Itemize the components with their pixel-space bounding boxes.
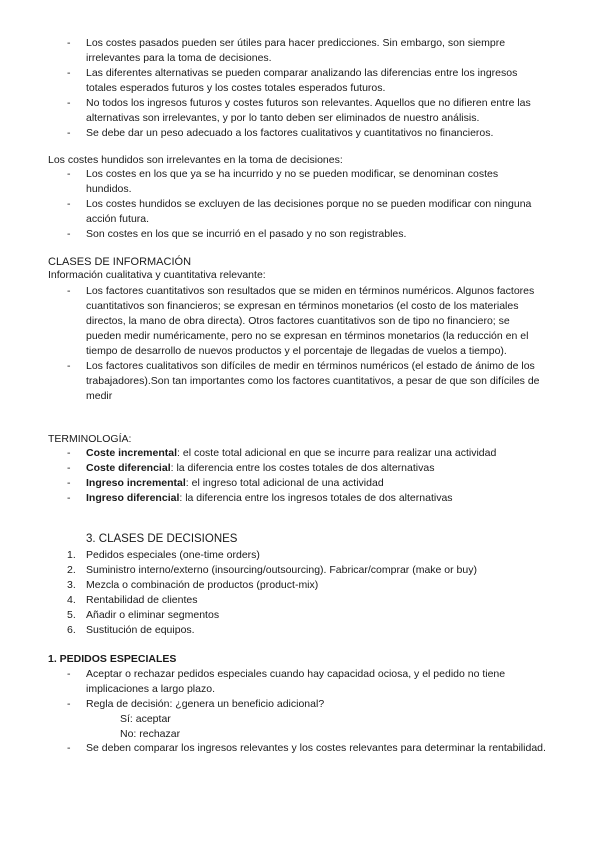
bullet-marker: - — [67, 97, 71, 109]
intro-bullet-list — [0, 36, 546, 141]
item-text: Sustitución de equipos. — [86, 624, 195, 636]
list-item — [0, 667, 546, 697]
list-item — [0, 697, 546, 712]
bullet-marker: - — [67, 477, 71, 489]
bullet-marker: - — [67, 228, 71, 240]
list-item — [0, 227, 546, 242]
list-item — [0, 167, 546, 197]
item-text: Suministro interno/externo (insourcing/outsourcing). Fabricar/comprar (make or buy) — [86, 564, 477, 576]
item-number: 4. — [67, 594, 76, 606]
info-heading: CLASES DE INFORMACIÓN — [48, 256, 192, 268]
bullet-marker: - — [67, 698, 71, 710]
list-item — [0, 548, 477, 563]
decision-rule-no: No: rechazar — [120, 728, 181, 740]
item-number: 3. — [67, 579, 76, 591]
item-number: 6. — [67, 624, 76, 636]
bullet-text: Se debe dar un peso adecuado a los factores cualitativos y cuantitativos no financieros. — [86, 127, 494, 139]
bullet-marker: - — [67, 742, 71, 754]
bullet-text: Los costes pasados pueden ser útiles para hacer predicciones. Sin embargo, son siempre irrelevantes para la toma de decisiones. — [86, 37, 506, 64]
decisions-list — [0, 548, 477, 638]
special-orders-list-cont — [0, 741, 546, 756]
term: Coste diferencial — [86, 462, 171, 474]
item-number: 5. — [67, 609, 76, 621]
sunk-costs-title: Los costes hundidos son irrelevantes en la toma de decisiones: — [48, 154, 343, 166]
list-item — [0, 491, 546, 506]
list-item — [0, 608, 477, 623]
list-item — [0, 96, 546, 126]
info-subheading: Información cualitativa y cuantitativa relevante: — [48, 269, 266, 281]
info-bullet-list — [0, 284, 546, 404]
terminology-list — [0, 446, 546, 506]
list-item — [0, 66, 546, 96]
term: Coste incremental — [86, 447, 178, 459]
bullet-marker: - — [67, 198, 71, 210]
item-text: Añadir o eliminar segmentos — [86, 609, 220, 621]
bullet-marker: - — [67, 462, 71, 474]
bullet-marker: - — [67, 67, 71, 79]
list-item — [0, 446, 546, 461]
bullet-marker: - — [67, 668, 71, 680]
bullet-text: Aceptar o rechazar pedidos especiales cuando hay capacidad ociosa, y el pedido no tiene implicaciones a largo plazo. — [86, 668, 506, 695]
item-text: Rentabilidad de clientes — [86, 594, 198, 606]
terminology-heading: TERMINOLOGÍA: — [48, 433, 132, 445]
list-item — [0, 563, 477, 578]
list-item — [0, 359, 546, 404]
bullet-text: Son costes en los que se incurrió en el pasado y no son registrables. — [86, 228, 407, 240]
bullet-text: Se deben comparar los ingresos relevantes y los costes relevantes para determinar la rentabilidad. — [86, 742, 546, 754]
bullet-text: Las diferentes alternativas se pueden comparar analizando las diferencias entre los ingresos totales esperados futuros y los costes totales esperados futuros. — [86, 67, 518, 94]
bullet-text: Los factores cuantitativos son resultados que se miden en términos numéricos. Algunos factores cuantitativos son financieros; se expresan en términos monetarios (el costo de los materiales directos, la mano de obra directa). Otros factores cuantitativos son de tipo no financiero; se pueden medir numéricamente, pero no se expresan en términos monetarios (la reducción en el tiempo de desarrollo de nuevos productos y el porcentaje de llegadas de vuelos a tiempo). — [86, 285, 535, 357]
bullet-marker: - — [67, 127, 71, 139]
term-definition: : la diferencia entre los ingresos totales de dos alternativas — [179, 492, 453, 504]
list-item — [0, 461, 546, 476]
list-item — [0, 593, 477, 608]
bullet-marker: - — [67, 492, 71, 504]
item-number: 1. — [67, 549, 76, 561]
item-number: 2. — [67, 564, 76, 576]
term: Ingreso diferencial — [86, 492, 180, 504]
bullet-text: Regla de decisión: ¿genera un beneficio adicional? — [86, 698, 325, 710]
list-item — [0, 476, 546, 491]
list-item — [0, 284, 546, 359]
term-definition: : el ingreso total adicional de una actividad — [185, 477, 384, 489]
list-item — [0, 623, 477, 638]
item-text: Pedidos especiales (one-time orders) — [86, 549, 260, 561]
list-item — [0, 197, 546, 227]
bullet-marker: - — [67, 447, 71, 459]
bullet-marker: - — [67, 285, 71, 297]
term-definition: : el coste total adicional en que se incurre para realizar una actividad — [177, 447, 497, 459]
special-orders-list — [0, 667, 546, 712]
bullet-marker: - — [67, 37, 71, 49]
item-text: Mezcla o combinación de productos (product-mix) — [86, 579, 319, 591]
list-item — [0, 126, 546, 141]
bullet-marker: - — [67, 168, 71, 180]
bullet-text: No todos los ingresos futuros y costes futuros son relevantes. Aquellos que no difieren entre las alternativas son irrelevantes, y por lo tanto deben ser eliminados de nuestro análisis. — [86, 97, 531, 124]
list-item — [0, 741, 546, 756]
bullet-text: Los costes hundidos se excluyen de las decisiones porque no se pueden modificar con ninguna acción futura. — [86, 198, 532, 225]
list-item — [0, 578, 477, 593]
decision-rule-yes: Sí: aceptar — [120, 713, 171, 725]
term: Ingreso incremental — [86, 477, 186, 489]
bullet-marker: - — [67, 360, 71, 372]
term-definition: : la diferencia entre los costes totales de dos alternativas — [170, 462, 435, 474]
bullet-text: Los costes en los que ya se ha incurrido y no se pueden modificar, se denominan costes hundidos. — [86, 168, 499, 195]
special-orders-heading: 1. PEDIDOS ESPECIALES — [48, 653, 177, 665]
decisions-heading: 3. CLASES DE DECISIONES — [86, 533, 238, 545]
sunk-costs-list — [0, 167, 546, 242]
list-item — [0, 36, 546, 66]
bullet-text: Los factores cualitativos son difíciles de medir en términos numéricos (el estado de ánimo de los trabajadores).Son tan importantes como los factores cuantitativos, a pesar de que son difíciles de medir — [86, 360, 540, 402]
